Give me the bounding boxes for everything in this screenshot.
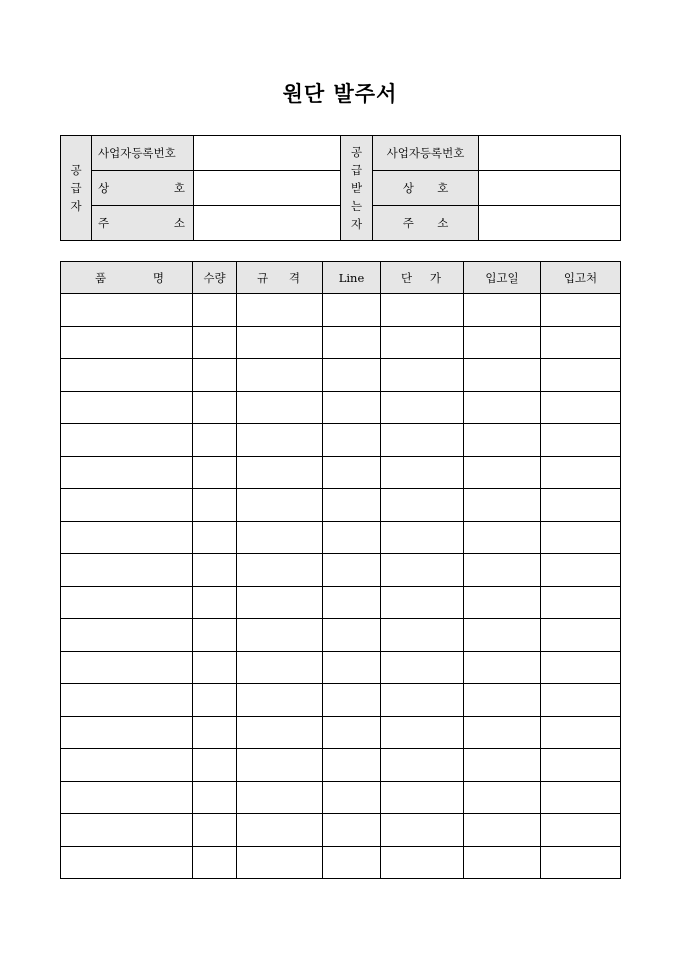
quantity-cell[interactable] bbox=[193, 781, 237, 814]
document-title: 원단 발주서 bbox=[282, 81, 398, 106]
header-spec: 규 격 bbox=[237, 262, 323, 294]
line-cell[interactable] bbox=[323, 391, 381, 424]
unit-price-cell[interactable] bbox=[381, 521, 464, 554]
in-date-cell[interactable] bbox=[464, 586, 541, 619]
unit-price-cell[interactable] bbox=[381, 619, 464, 652]
quantity-cell[interactable] bbox=[193, 846, 237, 879]
in-date-cell[interactable] bbox=[464, 684, 541, 717]
items-table bbox=[60, 261, 621, 879]
unit-price-cell[interactable] bbox=[381, 554, 464, 587]
header-item-name: 품 명 bbox=[61, 262, 193, 294]
quantity-cell[interactable] bbox=[193, 359, 237, 392]
quantity-cell[interactable] bbox=[193, 521, 237, 554]
in-place-cell[interactable] bbox=[541, 684, 621, 717]
quantity-cell[interactable] bbox=[193, 326, 237, 359]
table-row bbox=[61, 586, 621, 619]
spec-cell[interactable] bbox=[237, 424, 323, 457]
in-date-cell[interactable] bbox=[464, 456, 541, 489]
in-place-cell[interactable] bbox=[541, 391, 621, 424]
item-name-cell[interactable] bbox=[61, 456, 193, 489]
table-row bbox=[61, 424, 621, 457]
unit-price-cell[interactable] bbox=[381, 781, 464, 814]
line-cell[interactable] bbox=[323, 554, 381, 587]
in-place-cell[interactable] bbox=[541, 586, 621, 619]
item-name-cell[interactable] bbox=[61, 619, 193, 652]
line-cell[interactable] bbox=[323, 326, 381, 359]
line-cell[interactable] bbox=[323, 586, 381, 619]
quantity-cell[interactable] bbox=[193, 391, 237, 424]
in-date-cell[interactable] bbox=[464, 359, 541, 392]
recipient-section-label: 공 급 받 는 자 bbox=[341, 136, 373, 241]
supplier-company-label: 상 호 bbox=[92, 171, 194, 206]
line-cell[interactable] bbox=[323, 846, 381, 879]
recipient-company-label: 상 호 bbox=[373, 171, 479, 206]
line-cell[interactable] bbox=[323, 684, 381, 717]
spec-cell[interactable] bbox=[237, 489, 323, 522]
in-date-cell[interactable] bbox=[464, 651, 541, 684]
spec-cell[interactable] bbox=[237, 749, 323, 782]
spec-cell[interactable] bbox=[237, 391, 323, 424]
unit-price-cell[interactable] bbox=[381, 586, 464, 619]
table-row bbox=[61, 684, 621, 717]
spec-cell[interactable] bbox=[237, 846, 323, 879]
supplier-reg-no-field[interactable] bbox=[194, 136, 341, 171]
in-date-cell[interactable] bbox=[464, 326, 541, 359]
in-date-cell[interactable] bbox=[464, 619, 541, 652]
spec-cell[interactable] bbox=[237, 456, 323, 489]
item-name-cell[interactable] bbox=[61, 716, 193, 749]
item-name-cell[interactable] bbox=[61, 586, 193, 619]
item-name-cell[interactable] bbox=[61, 294, 193, 327]
table-row bbox=[61, 651, 621, 684]
table-row bbox=[61, 326, 621, 359]
in-date-cell[interactable] bbox=[464, 521, 541, 554]
supplier-reg-no-label: 사업자등록번호 bbox=[92, 136, 194, 171]
unit-price-cell[interactable] bbox=[381, 456, 464, 489]
table-row bbox=[61, 489, 621, 522]
quantity-cell[interactable] bbox=[193, 294, 237, 327]
line-cell[interactable] bbox=[323, 359, 381, 392]
unit-price-cell[interactable] bbox=[381, 651, 464, 684]
unit-price-cell[interactable] bbox=[381, 424, 464, 457]
line-cell[interactable] bbox=[323, 424, 381, 457]
in-date-cell[interactable] bbox=[464, 489, 541, 522]
item-name-cell[interactable] bbox=[61, 326, 193, 359]
spec-cell[interactable] bbox=[237, 521, 323, 554]
line-cell[interactable] bbox=[323, 619, 381, 652]
item-name-cell[interactable] bbox=[61, 684, 193, 717]
spec-cell[interactable] bbox=[237, 359, 323, 392]
in-date-cell[interactable] bbox=[464, 424, 541, 457]
table-row bbox=[61, 359, 621, 392]
table-row bbox=[61, 294, 621, 327]
quantity-cell[interactable] bbox=[193, 554, 237, 587]
item-name-cell[interactable] bbox=[61, 846, 193, 879]
in-place-cell[interactable] bbox=[541, 716, 621, 749]
table-row bbox=[61, 716, 621, 749]
item-name-cell[interactable] bbox=[61, 489, 193, 522]
in-place-cell[interactable] bbox=[541, 554, 621, 587]
item-name-cell[interactable] bbox=[61, 359, 193, 392]
line-cell[interactable] bbox=[323, 716, 381, 749]
in-place-cell[interactable] bbox=[541, 326, 621, 359]
item-name-cell[interactable] bbox=[61, 814, 193, 847]
supplier-address-field[interactable] bbox=[194, 206, 341, 241]
line-cell[interactable] bbox=[323, 651, 381, 684]
item-name-cell[interactable] bbox=[61, 651, 193, 684]
table-row bbox=[61, 521, 621, 554]
table-row bbox=[61, 846, 621, 879]
in-date-cell[interactable] bbox=[464, 554, 541, 587]
item-name-cell[interactable] bbox=[61, 391, 193, 424]
item-name-cell[interactable] bbox=[61, 521, 193, 554]
unit-price-cell[interactable] bbox=[381, 359, 464, 392]
in-date-cell[interactable] bbox=[464, 294, 541, 327]
quantity-cell[interactable] bbox=[193, 619, 237, 652]
quantity-cell[interactable] bbox=[193, 814, 237, 847]
item-name-cell[interactable] bbox=[61, 424, 193, 457]
in-place-cell[interactable] bbox=[541, 359, 621, 392]
recipient-address-field[interactable] bbox=[479, 206, 621, 241]
in-place-cell[interactable] bbox=[541, 521, 621, 554]
item-name-cell[interactable] bbox=[61, 554, 193, 587]
quantity-cell[interactable] bbox=[193, 424, 237, 457]
line-cell[interactable] bbox=[323, 814, 381, 847]
quantity-cell[interactable] bbox=[193, 489, 237, 522]
quantity-cell[interactable] bbox=[193, 456, 237, 489]
spec-cell[interactable] bbox=[237, 651, 323, 684]
in-place-cell[interactable] bbox=[541, 651, 621, 684]
spec-cell[interactable] bbox=[237, 294, 323, 327]
quantity-cell[interactable] bbox=[193, 651, 237, 684]
table-row bbox=[61, 814, 621, 847]
header-in-date: 입고일 bbox=[464, 262, 541, 294]
header-in-place: 입고처 bbox=[541, 262, 621, 294]
in-place-cell[interactable] bbox=[541, 749, 621, 782]
unit-price-cell[interactable] bbox=[381, 489, 464, 522]
line-cell[interactable] bbox=[323, 456, 381, 489]
supplier-section-label: 공 급 자 bbox=[61, 136, 92, 241]
in-place-cell[interactable] bbox=[541, 294, 621, 327]
spec-cell[interactable] bbox=[237, 586, 323, 619]
in-place-cell[interactable] bbox=[541, 456, 621, 489]
in-place-cell[interactable] bbox=[541, 781, 621, 814]
in-date-cell[interactable] bbox=[464, 391, 541, 424]
spec-cell[interactable] bbox=[237, 716, 323, 749]
spec-cell[interactable] bbox=[237, 781, 323, 814]
unit-price-cell[interactable] bbox=[381, 684, 464, 717]
unit-price-cell[interactable] bbox=[381, 326, 464, 359]
table-row bbox=[61, 781, 621, 814]
unit-price-cell[interactable] bbox=[381, 846, 464, 879]
recipient-reg-no-label: 사업자등록번호 bbox=[373, 136, 479, 171]
table-row bbox=[61, 456, 621, 489]
in-place-cell[interactable] bbox=[541, 424, 621, 457]
quantity-cell[interactable] bbox=[193, 684, 237, 717]
header-unit-price: 단 가 bbox=[381, 262, 464, 294]
line-cell[interactable] bbox=[323, 521, 381, 554]
spec-cell[interactable] bbox=[237, 814, 323, 847]
supplier-address-label: 주 소 bbox=[92, 206, 194, 241]
table-row bbox=[61, 619, 621, 652]
in-date-cell[interactable] bbox=[464, 781, 541, 814]
unit-price-cell[interactable] bbox=[381, 749, 464, 782]
in-place-cell[interactable] bbox=[541, 489, 621, 522]
line-cell[interactable] bbox=[323, 294, 381, 327]
item-name-cell[interactable] bbox=[61, 781, 193, 814]
in-date-cell[interactable] bbox=[464, 749, 541, 782]
table-row bbox=[61, 391, 621, 424]
parties-table bbox=[60, 135, 621, 241]
unit-price-cell[interactable] bbox=[381, 294, 464, 327]
spec-cell[interactable] bbox=[237, 684, 323, 717]
unit-price-cell[interactable] bbox=[381, 814, 464, 847]
spec-cell[interactable] bbox=[237, 554, 323, 587]
header-quantity: 수량 bbox=[193, 262, 237, 294]
line-cell[interactable] bbox=[323, 749, 381, 782]
in-date-cell[interactable] bbox=[464, 716, 541, 749]
in-date-cell[interactable] bbox=[464, 846, 541, 879]
spec-cell[interactable] bbox=[237, 619, 323, 652]
item-name-cell[interactable] bbox=[61, 749, 193, 782]
in-place-cell[interactable] bbox=[541, 846, 621, 879]
unit-price-cell[interactable] bbox=[381, 716, 464, 749]
recipient-address-label: 주 소 bbox=[373, 206, 479, 241]
line-cell[interactable] bbox=[323, 489, 381, 522]
unit-price-cell[interactable] bbox=[381, 391, 464, 424]
quantity-cell[interactable] bbox=[193, 586, 237, 619]
spec-cell[interactable] bbox=[237, 326, 323, 359]
in-date-cell[interactable] bbox=[464, 814, 541, 847]
line-cell[interactable] bbox=[323, 781, 381, 814]
supplier-company-field[interactable] bbox=[194, 171, 341, 206]
quantity-cell[interactable] bbox=[193, 716, 237, 749]
recipient-reg-no-field[interactable] bbox=[479, 136, 621, 171]
recipient-company-field[interactable] bbox=[479, 171, 621, 206]
table-row bbox=[61, 749, 621, 782]
in-place-cell[interactable] bbox=[541, 814, 621, 847]
header-line: Line bbox=[323, 262, 381, 294]
quantity-cell[interactable] bbox=[193, 749, 237, 782]
table-row bbox=[61, 554, 621, 587]
in-place-cell[interactable] bbox=[541, 619, 621, 652]
